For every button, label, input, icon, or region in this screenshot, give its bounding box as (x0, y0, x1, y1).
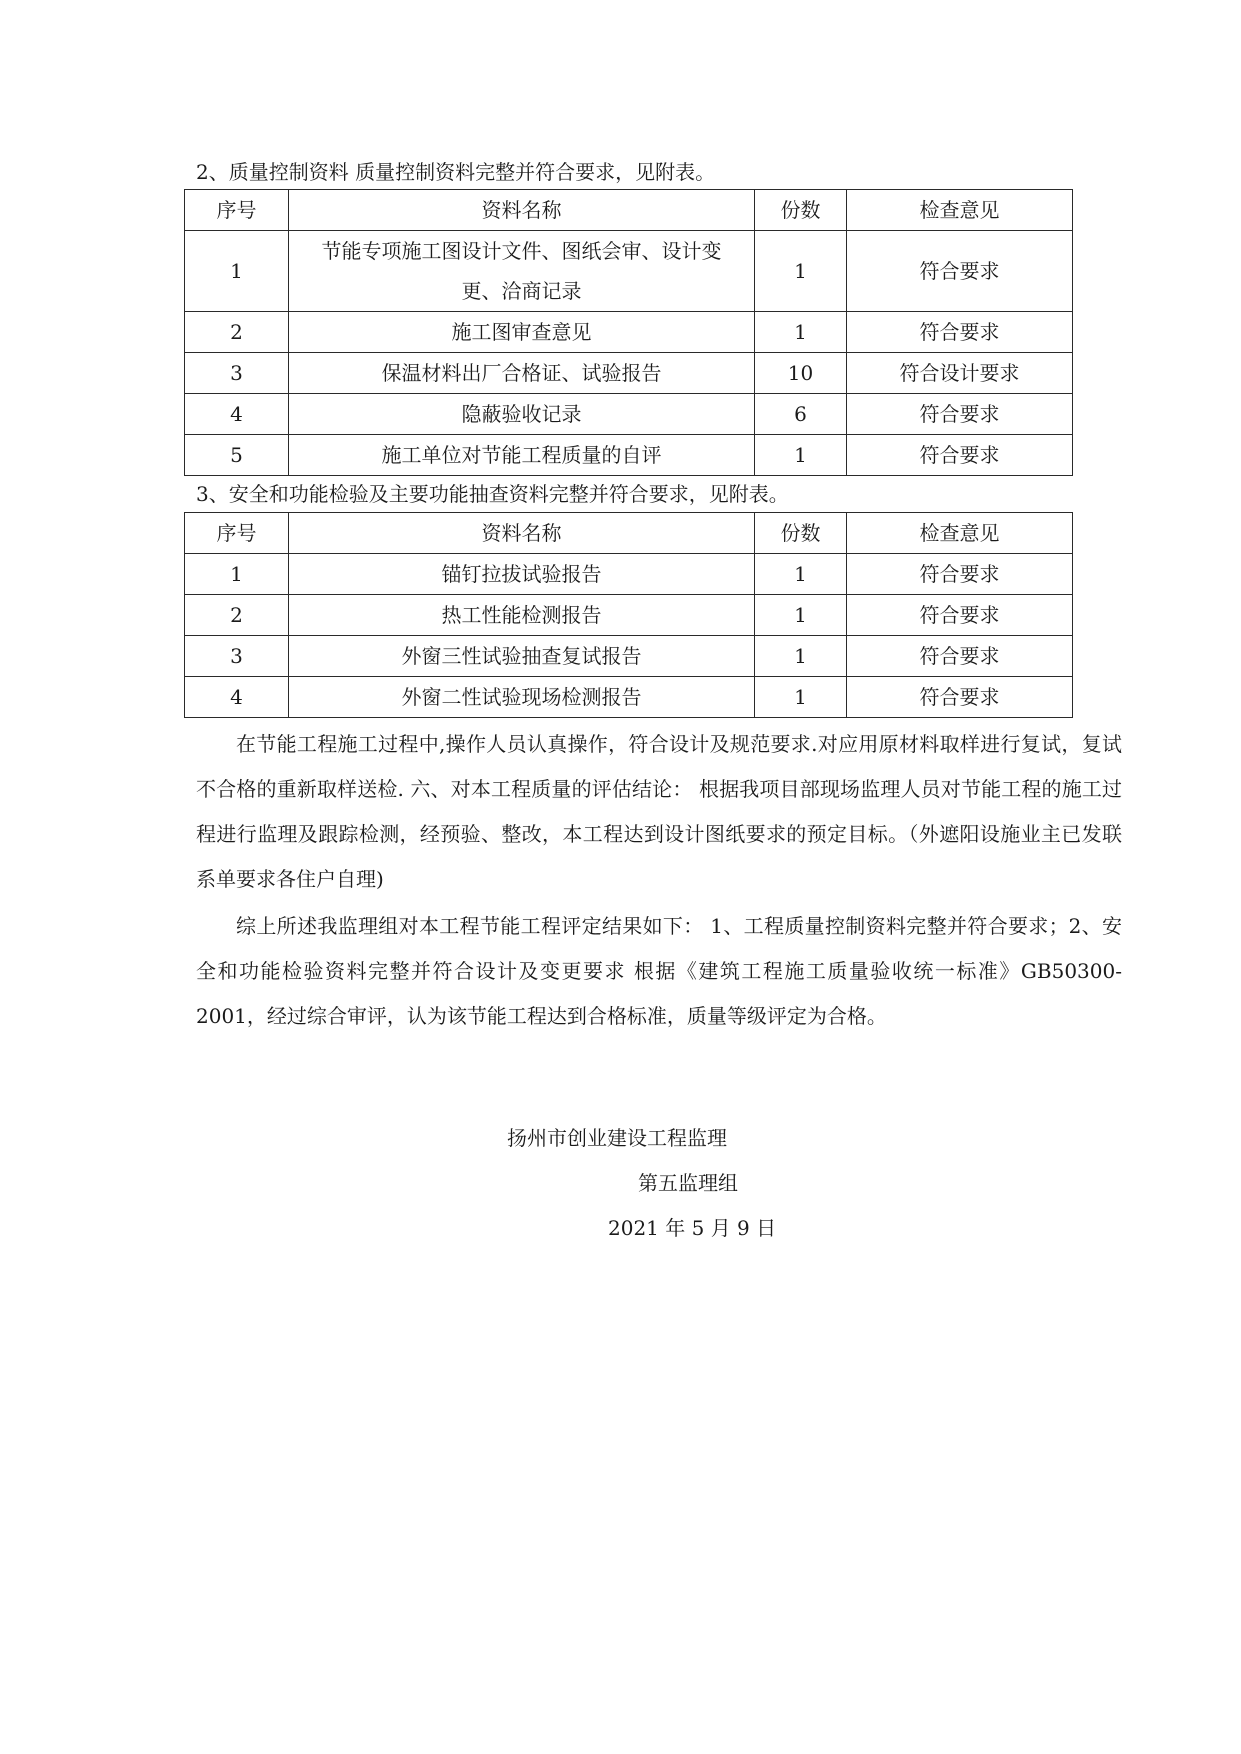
row-name: 外窗二性试验现场检测报告 (289, 677, 755, 718)
row-opinion: 符合要求 (847, 554, 1073, 595)
row-name-line1: 节能专项施工图设计文件、图纸会审、设计变 (321, 239, 722, 263)
section3-heading: 3、安全和功能检验及主要功能抽查资料完整并符合要求，见附表。 (196, 482, 789, 506)
table-row (185, 636, 1073, 677)
safety-function-table (184, 512, 1073, 718)
row-count: 6 (755, 394, 847, 435)
section2-heading: 2、质量控制资料 质量控制资料完整并符合要求，见附表。 (196, 160, 716, 184)
row-name (289, 231, 755, 312)
header-name: 资料名称 (289, 190, 755, 231)
row-no: 4 (185, 677, 289, 718)
header-no: 序号 (185, 513, 289, 554)
header-count: 份数 (755, 513, 847, 554)
row-name: 隐蔽验收记录 (289, 394, 755, 435)
row-count: 1 (755, 677, 847, 718)
table-row (185, 312, 1073, 353)
row-opinion: 符合设计要求 (847, 353, 1073, 394)
row-count: 1 (755, 312, 847, 353)
conclusion-paragraph: 综上所述我监理组对本工程节能工程评定结果如下： 1、工程质量控制资料完整并符合要求；2、安全和功能检验资料完整并符合设计及变更要求 根据《建筑工程施工质量验收统一标准》GB50300-2001，经过综合审评，认为该节能工程达到合格标准，质量等级评定为合格。 (196, 914, 1122, 1028)
row-opinion: 符合要求 (847, 394, 1073, 435)
table-header-row (185, 190, 1073, 231)
row-opinion: 符合要求 (847, 231, 1073, 312)
table-row (185, 677, 1073, 718)
row-no: 5 (185, 435, 289, 476)
row-opinion: 符合要求 (847, 435, 1073, 476)
header-name: 资料名称 (289, 513, 755, 554)
row-opinion: 符合要求 (847, 636, 1073, 677)
table-header-row (185, 513, 1073, 554)
row-count: 1 (755, 435, 847, 476)
quality-control-table (184, 189, 1073, 476)
row-count: 1 (755, 595, 847, 636)
header-no: 序号 (185, 190, 289, 231)
row-name: 外窗三性试验抽查复试报告 (289, 636, 755, 677)
table-row (185, 231, 1073, 312)
table-row (185, 554, 1073, 595)
signature-date: 2021 年 5 月 9 日 (608, 1216, 777, 1240)
row-opinion: 符合要求 (847, 677, 1073, 718)
row-opinion: 符合要求 (847, 595, 1073, 636)
row-no: 2 (185, 595, 289, 636)
row-name: 保温材料出厂合格证、试验报告 (289, 353, 755, 394)
row-no: 2 (185, 312, 289, 353)
row-count: 10 (755, 353, 847, 394)
table-row (185, 394, 1073, 435)
row-name-line2: 更、洽商记录 (461, 279, 582, 303)
row-name: 施工单位对节能工程质量的自评 (289, 435, 755, 476)
row-no: 3 (185, 636, 289, 677)
table-row (185, 595, 1073, 636)
row-opinion: 符合要求 (847, 312, 1073, 353)
row-no: 4 (185, 394, 289, 435)
row-count: 1 (755, 636, 847, 677)
row-name: 热工性能检测报告 (289, 595, 755, 636)
row-count: 1 (755, 231, 847, 312)
signature-company: 扬州市创业建设工程监理 (507, 1126, 727, 1150)
header-opinion: 检查意见 (847, 190, 1073, 231)
row-no: 3 (185, 353, 289, 394)
signature-group: 第五监理组 (638, 1171, 738, 1195)
header-opinion: 检查意见 (847, 513, 1073, 554)
table-row (185, 353, 1073, 394)
table-row (185, 435, 1073, 476)
row-name: 施工图审查意见 (289, 312, 755, 353)
row-no: 1 (185, 231, 289, 312)
row-count: 1 (755, 554, 847, 595)
construction-paragraph: 在节能工程施工过程中,操作人员认真操作，符合设计及规范要求.对应用原材料取样进行复试，复试不合格的重新取样送检. 六、对本工程质量的评估结论： 根据我项目部现场监理人员对节能工程的施工过程进行监理及跟踪检测，经预验、整改，本工程达到设计图纸要求的预定目标。（外遮阳设施业主已发联系单要求各住户自理) (196, 732, 1122, 891)
header-count: 份数 (755, 190, 847, 231)
row-no: 1 (185, 554, 289, 595)
row-name: 锚钉拉拔试验报告 (289, 554, 755, 595)
